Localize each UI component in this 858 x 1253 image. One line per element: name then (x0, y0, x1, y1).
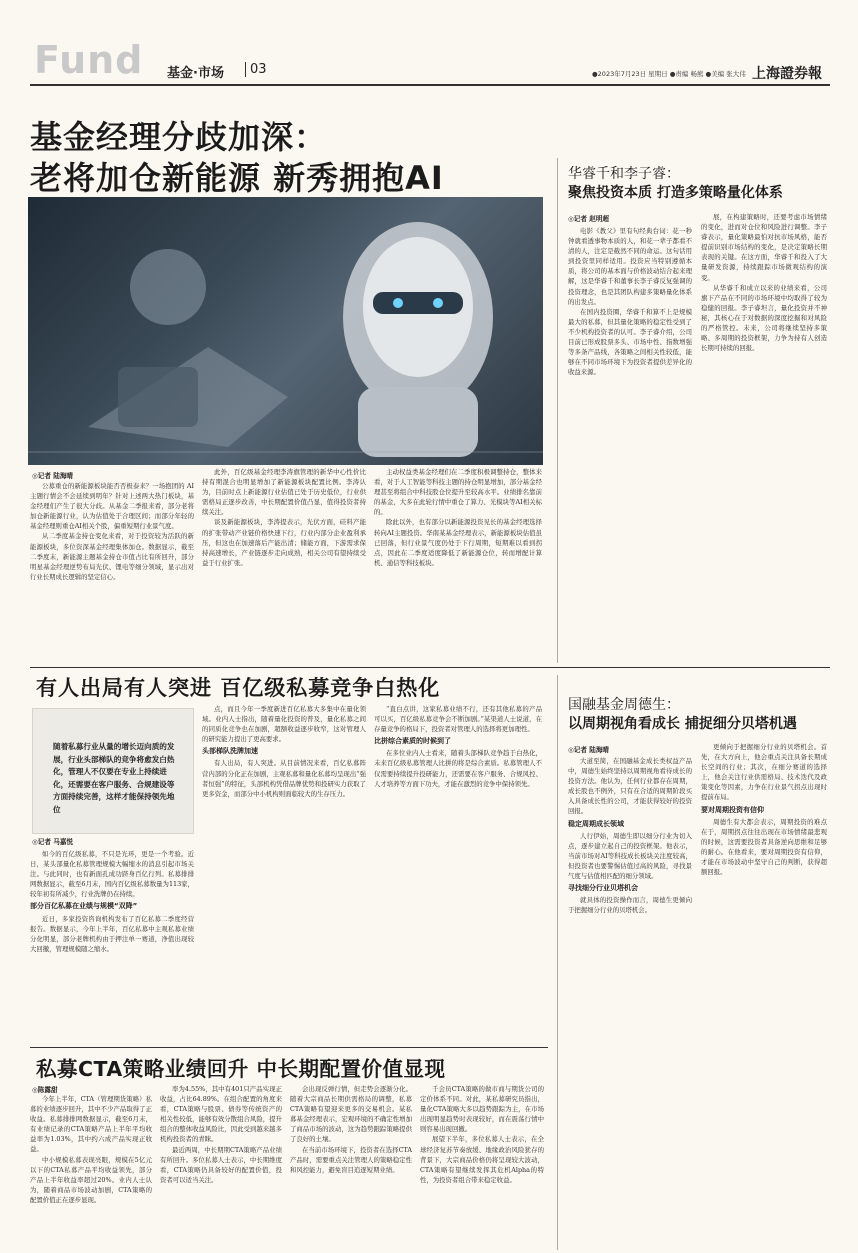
profile-headline-2: 聚焦投资本质 打造多策略量化体系 (568, 185, 783, 201)
privatefund-col1-para1: 如今的百亿级私募，不只是光环，更是一个考验。近日，某头部量化私募管理规模大幅缩水的消息引起市场关注。与此同时，也有新面孔成功跻身百亿行列。私募排排网数据显示，截至6月末，国内百亿级私募数量为113家，较年初有所减少，行业洗牌仍在持续。 (30, 850, 194, 899)
lead-col2-para1: 此外，百亿级基金经理李涛旗管理的新华中心性价比持有期混合也明显增加了新能源板块配置比例。李涛认为，目前时点上新能源行业估值已处于历史低位，行业供需格局正逐步改善，中长期配置价值凸显，值得投资者持续关注。 (202, 468, 366, 517)
guorong-byline: ◎记者 陆海晴 (568, 746, 610, 754)
profile-divider (557, 158, 558, 663)
privatefund-column-1 (30, 849, 194, 1039)
guorong-divider (557, 675, 558, 1250)
lead-column-3 (374, 467, 542, 658)
section-name: 基金·市场 (167, 66, 224, 81)
cta-col4-para1: 千会员CTA策略的做市商与期货公司的定价体系不同。对此，某私募研究员指出，量化CTA策略大多以趋势跟踪为主，在市场出现明显趋势时表现较好，而在震荡行情中则容易出现回撤。 (420, 1085, 544, 1134)
guorong-col1-para1: 大道至简，在国融基金成长类权益产品中，周德生始终坚持以周期视角看待成长的投资方法。他认为，任何行业都存在周期，成长股也不例外，只有在合适的周期阶段买入具备成长性的公司，才能获得较好的投资回报。 (568, 757, 692, 816)
profile-col2-para1: 展，在构建策略时，还要考虑市场情绪的变化，进而对仓位和风险进行调整。李子睿表示，量化策略最怕对抗市场风格，能否提前识别市场结构的变化，是决定策略长期表现的关键。在这方面，华睿千和投入了大量研发资源，持续跟踪市场微观结构的演变。 (701, 213, 827, 282)
privatefund-subhead-1: 部分百亿私募在业绩与规模“双降” (30, 902, 138, 911)
guorong-headline-2: 以周期视角看成长 捕捉细分贝塔机遇 (568, 716, 797, 732)
privatefund-col1-para2: 近日，多家投资咨询机构发布了百亿私募二季度经营报告。数据显示，今年上半年，百亿私募中主观私募业绩分化明显，部分老牌机构由于押注单一赛道，净值出现较大回撤，管理规模随之缩水。 (30, 914, 194, 953)
lead-column-1 (30, 481, 194, 658)
privatefund-column-2 (202, 704, 366, 1039)
lead-col1-para2: 从二季度基金持仓变化来看，对于投资较为活跃的新能源板块，多位资深基金经理集体加仓。数据显示，截至二季度末，新能源主题基金持仓市值占比有所回升，部分明星基金经理逆势布局光伏、锂电等细分领域，显示出对行业长期成长逻辑的坚定信心。 (30, 532, 194, 581)
robot-illustration-icon (28, 197, 543, 465)
lead-column-2 (202, 467, 366, 658)
page-number: 03 (250, 62, 267, 77)
guorong-subhead-1: 稳定周期成长领域 (568, 819, 624, 828)
privatefund-col2-para1: 点，而且今年一季度新进百亿私募大多集中在量化领域。业内人士指出，随着量化投资的普及，量化私募之间的同质化竞争也在加剧，超额收益逐步收窄，这对管理人的研究能力提出了更高要求。 (202, 705, 366, 744)
cta-col3-para1: 会出现反弹行情，但走势会逐渐分化。随着大宗商品长期供需格局的调整，私募CTA策略有望迎来更多的交易机会。某私募基金经理表示，宏观环境的不确定性增加了商品市场的波动，这为趋势跟踪策略提供了良好的土壤。 (290, 1085, 412, 1144)
cta-column-1 (30, 1094, 152, 1250)
guorong-col1-para3: 就具体的投资操作而言，周德生更倾向于把握细分行业的贝塔机会。 (568, 896, 692, 915)
date-line: ●2023年7月23日 星期日 ●责编 畅熊 ●美编 张大伟 (592, 70, 746, 78)
cta-headline: 私募CTA策略业绩回升 中长期配置价值显现 (36, 1057, 446, 1081)
cta-col1-para1: 今年上半年，CTA（管理期货策略）私募的业绩逐步回升，其中不少产品取得了正收益。私募排排网数据显示，截至6月末，有业绩记录的CTA策略产品上半年平均收益率为1.03%，其中约六成产品实现正收益。 (30, 1095, 152, 1154)
section-rule-2 (30, 1047, 548, 1048)
section-rule-1 (30, 667, 830, 668)
cta-byline: ◎陈露甜 (32, 1086, 58, 1094)
cta-col2-para1: 率为4.55%，其中有401只产品实现正收益，占比64.89%。在组合配置的角度来看，CTA策略与股票、债券等传统资产的相关性较低，能够有效分散组合风险，提升组合的整体收益风险比，因此受到越来越多机构投资者的青睐。 (160, 1085, 282, 1144)
paper-name: 上海證券報 (752, 66, 822, 82)
profile-column-1 (568, 226, 692, 662)
guorong-col1-para2: 人行伊始，周德生即以细分行业为切入点，逐步建立起自己的投资框架。他表示，当前市场对AI等科技成长板块关注度较高，但投资者也要警惕估值过高的风险，寻找景气度与估值相匹配的细分领域。 (568, 831, 692, 881)
profile-col1-para1: 电影《教父》里有句经典台词：花一秒钟就看透事物本质的人，和花一辈子都看不清的人，注定是截然不同的命运。这句话用到投资里同样适用。投资应当特别遵循本质，将公司的基本面与价格波动结合起来理解，这是华睿千和董事长李子睿反复强调的投资理念，也是其团队构建多策略量化体系的出发点。 (568, 227, 692, 306)
lead-headline-1: 基金经理分歧加深： (30, 118, 328, 156)
masthead-rule (30, 84, 830, 86)
guorong-column-2 (701, 742, 827, 1246)
lead-byline: ◎记者 陆海晴 (32, 472, 74, 480)
lead-col1-para1: 公募重仓的新能源板块能否否极泰来？一场抱团的 AI 主题行情会不会延续到明年？针对上述两大热门板块，基金经理们产生了很大分歧。从基金二季报来看，部分老将加仓新能源行业，认为估值处于合理区间；而部分年轻的基金经理则重仓AI相关个股，偏重短期行业景气度。 (30, 482, 194, 531)
masthead (0, 0, 858, 88)
profile-col2-para2: 从华睿千和成立以来的业绩来看，公司旗下产品在不同的市场环境中均取得了较为稳健的回报。李子睿坦言，量化投资并不神秘，其核心在于对数据的深度挖掘和对风险的严格管控。未来，公司将继续坚持多策略、多周期的投资框架，力争为持有人创造长期可持续的回报。 (701, 283, 827, 353)
lead-col3-para1: 主动权益类基金经理们在二季度积极调整持仓，整体来看，对于人工智能等科技主题的持仓明显增加，部分基金经理甚至将组合中科技股仓位提升至较高水平。业绩排名靠前的基金，大多在此轮行情中重仓了算力、光模块等AI相关标的。 (374, 468, 542, 517)
guorong-headline-1: 国融基金周德生： (568, 697, 680, 713)
privatefund-col2-para2: 有人出局，有人突进。从目前情况来看，百亿私募阵营内部的分化正在加剧，主观私募和量化私募均呈现出“强者恒强”的特征，头部机构凭借品牌优势和投研实力获取了更多资金，而部分中小机构则面临较大的生存压力。 (202, 759, 366, 798)
lead-col3-para2: 除此以外，也有部分以新能源投资见长的基金经理选择转向AI主题投资。华南某基金经理表示，新能源板块估值虽已回落，但行业景气度仍处于下行周期，短期难以看到拐点，因此在二季度适度降低了新能源仓位，转而增配计算机、通信等科技板块。 (374, 518, 542, 567)
privatefund-byline: ◎记者 马嘉悦 (32, 838, 74, 846)
guorong-subhead-3: 要对周期投资有信仰 (701, 805, 764, 814)
lead-photo (28, 197, 543, 465)
lead-col2-para2: 谈及新能源板块，李涛提表示，光伏方面，硅料产能的扩张带动产业链价格快速下行，行业内部分企业盈利承压，但这也在加速落后产能出清；储能方面，下游需求保持高速增长，产业链逐步走向成熟，相关公司有望持续受益于行业扩张。 (202, 518, 366, 567)
guorong-col2-para2: 周德生有大都会表示，周期投资的难点在于，周期拐点往往出现在市场情绪最悲观的时候，这需要投资者具备逆向思维和足够的耐心。在他看来，要对周期投资有信仰，才能在市场波动中坚守自己的判断，获得超额回报。 (701, 817, 827, 877)
profile-byline: ◎记者 赵明超 (568, 215, 610, 223)
privatefund-col3-para2: 在多位业内人士看来，随着头部梯队竞争趋于白热化，未来百亿级私募管理人比拼的将是综合素质。私募管理人不仅需要持续提升投研能力，还需要在客户服务、合规风控、人才培养等方面下功夫，才能在激烈的竞争中保持领先。 (374, 749, 542, 788)
lead-headline-2: 老将加仓新能源 新秀拥抱AI (30, 159, 444, 197)
guorong-col2-para1: 更倾向于把握细分行业的贝塔机会。首先，在大方向上，他会重点关注具备长期成长空间的行业；其次，在细分赛道的选择上，他会关注行业供需格局、技术迭代及政策变化等因素，力争在行业景气拐点出现时提前布局。 (701, 743, 827, 802)
privatefund-column-3 (374, 704, 542, 1039)
privatefund-subhead-3: 比拼综合素质的时候到了 (374, 737, 451, 746)
cta-col3-para2: 在当前市场环境下，投资者在选择CTA产品时，需要重点关注管理人的策略稳定性和风控能力，避免盲目追逐短期业绩。 (290, 1145, 412, 1174)
section-divider (245, 62, 246, 77)
profile-col1-para2: 在国内投资圈，华睿千和算不上是规模最大的私募，但其量化策略的稳定性受到了不少机构投资者的认可。李子睿介绍，公司目前已形成股票多头、市场中性、指数增强等多条产品线，各策略之间相关性较低，能够在不同市场环境下为投资者提供差异化的收益来源。 (568, 307, 692, 377)
guorong-subhead-2: 寻找细分行业贝塔机会 (568, 884, 638, 893)
guorong-column-1 (568, 756, 692, 1246)
cta-column-4 (420, 1084, 544, 1250)
profile-column-2 (701, 212, 827, 662)
privatefund-summary-box (32, 708, 194, 834)
cta-column-3 (290, 1084, 412, 1250)
cta-col2-para2: 最近两周，中长期期CTA策略产品业绩有所回升。多位私募人士表示，中长期维度看，CTA策略仍具备较好的配置价值，投资者可以适当关注。 (160, 1145, 282, 1184)
cta-column-2 (160, 1084, 282, 1250)
cta-col1-para2: 中小规模私募表现亮眼，规模在5亿元以下的CTA私募产品平均收益领先，部分产品上半年收益率超过20%。业内人士认为，随着商品市场波动加剧，CTA策略的配置价值正在逐步显现。 (30, 1155, 152, 1204)
privatefund-col3-para1: “直白点讲，这家私募业绩不行，还有其他私募的产品可以买，百亿级私募竞争会不断加剧。”某渠道人士说道，在存量竞争的格局下，投资者对管理人的选择将更加理性。 (374, 705, 542, 734)
privatefund-headline: 有人出局有人突进 百亿级私募竞争白热化 (36, 676, 441, 700)
section-word: Fund (34, 38, 144, 82)
privatefund-subhead-2: 头部梯队洗牌加速 (202, 747, 258, 756)
cta-col4-para2: 展望下半年，多位私募人士表示，在全球经济复苏节奏放缓、地缘政治风险犹存的背景下，大宗商品价格仍将呈现较大波动，CTA策略有望继续发挥其危机Alpha的特性，为投资者组合带来稳定收益。 (420, 1135, 544, 1184)
profile-headline-1: 华睿千和李子睿： (568, 166, 680, 182)
privatefund-summary: 随着私募行业从量的增长迈向质的发展，行业头部梯队的竞争将愈发白热化，管理人不仅要在专业上持续进化，还需要在客户服务、合规建设等方面持续完善，这样才能保持领先地位 (53, 742, 175, 814)
